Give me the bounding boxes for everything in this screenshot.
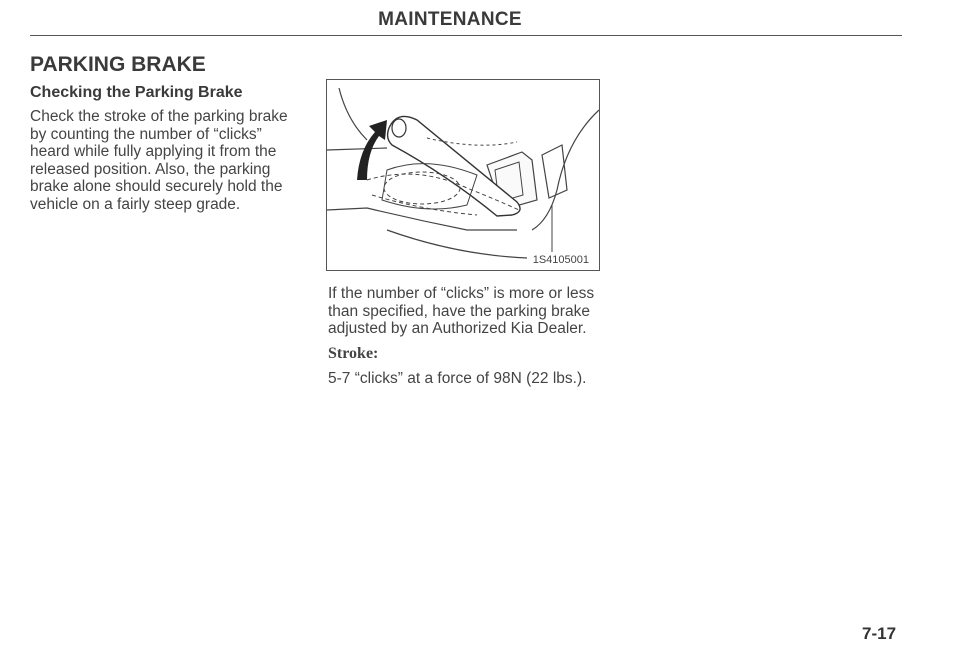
subsection-title: Checking the Parking Brake [30,84,243,101]
advice-paragraph: If the number of “clicks” is more or less than specified, have the parking brake adjusted by an Authorized Kia Dealer. [328,285,595,337]
parking-brake-figure [326,79,600,271]
header-rule [30,35,902,36]
section-title: PARKING BRAKE [30,53,206,76]
stroke-label: Stroke: [328,345,379,362]
stroke-spec: 5-7 “clicks” at a force of 98N (22 lbs.). [328,370,587,387]
parking-brake-lever-icon [327,80,599,270]
page-header-title: MAINTENANCE [378,9,522,30]
intro-paragraph: Check the stroke of the parking brake by counting the number of “clicks” heard while fully applying it from the released position. Also, the parking brake alone should securely hold the vehicle on a fairly steep grade. [30,108,288,213]
page-number: 7-17 [862,624,897,643]
figure-code: 1S4105001 [532,254,589,266]
